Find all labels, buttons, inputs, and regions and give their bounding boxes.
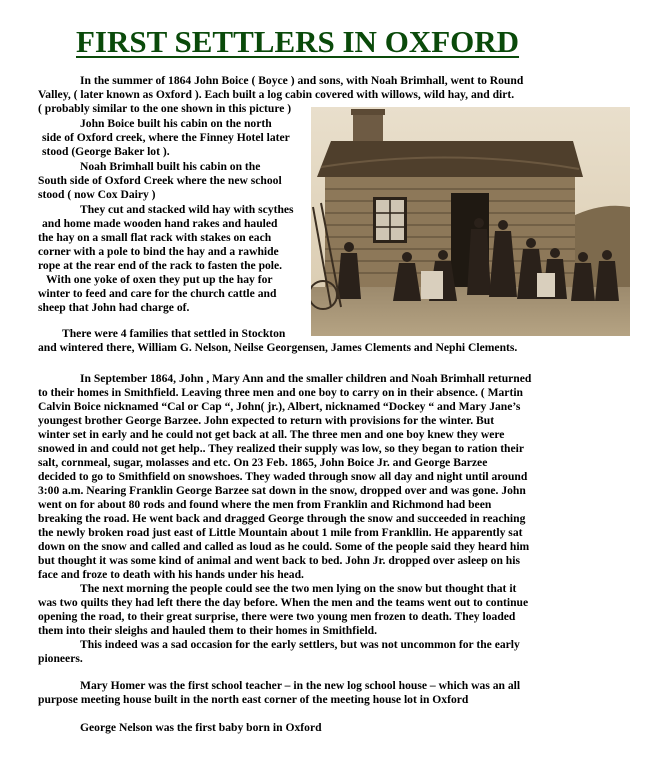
september-line: 3:00 a.m. Nearing Franklin George Barzee sat down in the snow, dropped over and was gone. John bbox=[38, 484, 526, 497]
left-col-line: stood ( now Cox Dairy ) bbox=[38, 188, 156, 201]
families-line: There were 4 families that settled in Stockton bbox=[62, 327, 286, 340]
teacher-line: Mary Homer was the first school teacher – in the new log school house – which was an all bbox=[80, 679, 521, 692]
left-col-line: stood (George Baker lot ). bbox=[42, 145, 170, 158]
september-line: went on for about 80 rods and found where the men from Franklin and Richmond had been bbox=[38, 498, 492, 511]
left-col-line: winter to feed and care for the church cattle and bbox=[38, 287, 277, 300]
left-col-line: sheep that John had charge of. bbox=[38, 301, 190, 314]
september-line: decided to go to Smithfield on snowshoes. They waded through snow all day and night until around bbox=[38, 470, 528, 483]
september-line: youngest brother George Barzee. John expected to return with provisions for the winter. But bbox=[38, 414, 495, 427]
page-title: FIRST SETTLERS IN OXFORD bbox=[76, 24, 520, 59]
september-line: In September 1864, John , Mary Ann and the smaller children and Noah Brimhall returned bbox=[80, 372, 532, 385]
left-col-line: and home made wooden hand rakes and hauled bbox=[42, 217, 278, 230]
left-col-line: Noah Brimhall built his cabin on the bbox=[80, 160, 261, 173]
september-line: face and froze to death with his hands under his head. bbox=[38, 568, 304, 581]
september-line: breaking the road. He went back and dragged George through the snow and succeeded in reaching bbox=[38, 512, 526, 525]
intro-line: In the summer of 1864 John Boice ( Boyce ) and sons, with Noah Brimhall, went to Round bbox=[80, 74, 524, 87]
log-cabin-photo bbox=[311, 107, 630, 336]
families-line: and wintered there, William G. Nelson, Neilse Georgensen, James Clements and Nephi Clements. bbox=[38, 341, 518, 354]
left-col-line: the hay on a small flat rack with stakes on each bbox=[38, 231, 272, 244]
september-line: snowed in and could not get help.. They realized their supply was low, so they began to ration their bbox=[38, 442, 525, 455]
september-line: Calvin Boice nicknamed “Cal or Cap “, John( jr.), Albert, nicknamed “Dockey “ and Mary Jane’s bbox=[38, 400, 521, 413]
sad-occasion-line: pioneers. bbox=[38, 652, 83, 665]
sad-occasion-line: This indeed was a sad occasion for the early settlers, but was not uncommon for the early bbox=[80, 638, 520, 651]
left-col-line: South side of Oxford Creek where the new school bbox=[38, 174, 282, 187]
next-morning-line: was two quilts they had left there the day before. When the men and the teams went out to continue bbox=[38, 596, 529, 609]
next-morning-line: opening the road, to their great surprise, there were two young men frozen to death. They loaded bbox=[38, 610, 516, 623]
intro-line: Valley, ( later known as Oxford ). Each built a log cabin covered with willows, wild hay, and dirt. bbox=[38, 88, 515, 101]
september-line: but thought it was some kind of animal and went back to bed. John Jr. dropped over asleep on his bbox=[38, 554, 520, 567]
next-morning-line: them into their sleighs and hauled them to their homes in Smithfield. bbox=[38, 624, 378, 637]
september-line: salt, cornmeal, sugar, molasses and etc. On 23 Feb. 1865, John Boice Jr. and George Barzee bbox=[38, 456, 488, 469]
first-baby-line: George Nelson was the first baby born in Oxford bbox=[80, 721, 322, 734]
left-col-line: side of Oxford creek, where the Finney Hotel later bbox=[42, 131, 290, 144]
left-col-line: rope at the rear end of the rack to fasten the pole. bbox=[38, 259, 283, 272]
left-col-line: With one yoke of oxen they put up the hay for bbox=[46, 273, 273, 286]
september-line: down on the snow and called and called as loud as he could. Some of the people said they heard him bbox=[38, 540, 530, 553]
september-line: to their homes in Smithfield. Leaving three men and one boy to carry on in their absence. ( Martin bbox=[38, 386, 523, 399]
left-col-line: corner with a pole to bind the hay and a rawhide bbox=[38, 245, 279, 258]
teacher-line: purpose meeting house built in the north east corner of the meeting house lot in Oxford bbox=[38, 693, 469, 706]
september-line: the newly broken road just east of Little Mountain about 1 mile from Frankllin. He apparently sat bbox=[38, 526, 523, 539]
next-morning-line: The next morning the people could see the two men lying on the snow but thought that it bbox=[80, 582, 517, 595]
september-line: winter set in early and he could not get back at all. The three men and one boy knew they were bbox=[38, 428, 505, 441]
intro-line: ( probably similar to the one shown in this picture ) bbox=[38, 102, 292, 115]
left-col-line: John Boice built his cabin on the north bbox=[80, 117, 272, 130]
left-col-line: They cut and stacked wild hay with scythes bbox=[80, 203, 294, 216]
